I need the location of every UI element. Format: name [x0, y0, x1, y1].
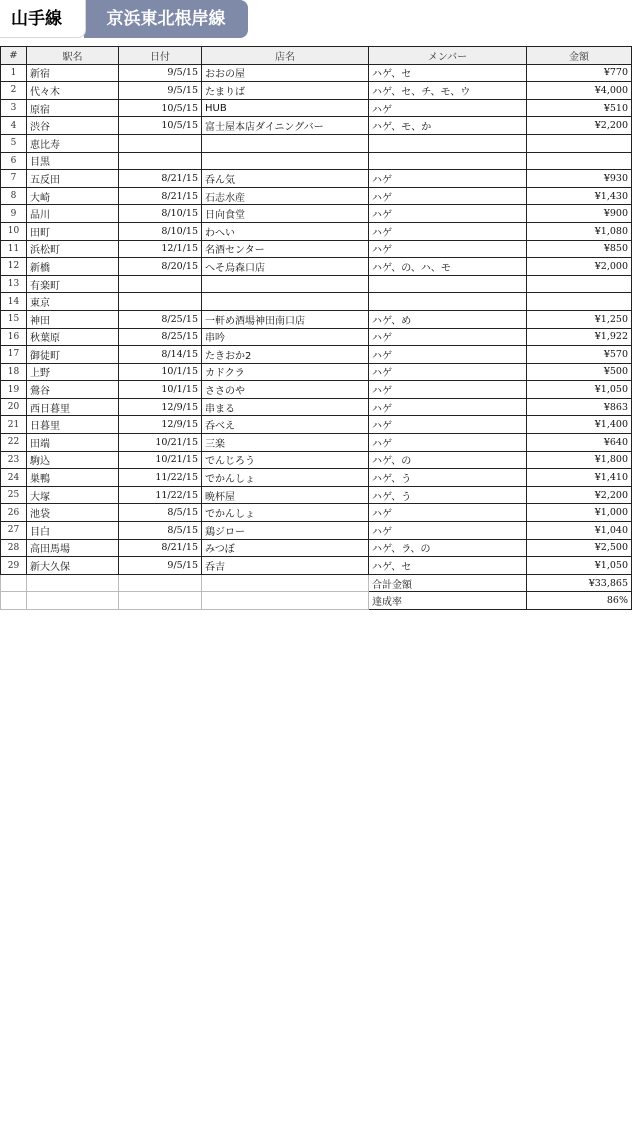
amount-cell[interactable]: ¥930 — [527, 170, 632, 188]
shop-cell[interactable]: カドクラ — [202, 363, 369, 381]
row-number-cell[interactable]: 23 — [1, 451, 27, 469]
table-row — [1, 99, 632, 117]
station-cell[interactable]: 新宿 — [27, 64, 119, 82]
shop-cell[interactable] — [202, 293, 369, 311]
station-cell[interactable]: 恵比寿 — [27, 134, 119, 152]
members-cell[interactable]: ハゲ — [369, 416, 527, 434]
row-number-cell[interactable]: 20 — [1, 398, 27, 416]
date-cell[interactable]: 12/1/15 — [119, 240, 202, 258]
date-cell[interactable]: 8/5/15 — [119, 522, 202, 540]
date-cell[interactable]: 9/5/15 — [119, 557, 202, 575]
date-cell[interactable]: 8/14/15 — [119, 346, 202, 364]
members-cell[interactable]: ハゲ — [369, 363, 527, 381]
station-cell[interactable]: 神田 — [27, 310, 119, 328]
tab-yamanote[interactable]: 山手線 — [0, 0, 86, 38]
members-cell[interactable]: ハゲ、セ、チ、モ、ウ — [369, 82, 527, 100]
row-number-cell[interactable]: 10 — [1, 222, 27, 240]
row-number-cell[interactable]: 22 — [1, 434, 27, 452]
row-number-cell[interactable]: 18 — [1, 363, 27, 381]
date-cell[interactable]: 10/21/15 — [119, 434, 202, 452]
amount-cell[interactable]: ¥510 — [527, 99, 632, 117]
table-row — [1, 64, 632, 82]
row-number-cell[interactable]: 5 — [1, 134, 27, 152]
amount-cell[interactable]: ¥1,050 — [527, 557, 632, 575]
date-cell[interactable]: 11/22/15 — [119, 469, 202, 487]
table-row — [1, 398, 632, 416]
members-cell[interactable] — [369, 293, 527, 311]
row-number-cell[interactable]: 16 — [1, 328, 27, 346]
shop-cell[interactable]: 石志水産 — [202, 187, 369, 205]
shop-cell[interactable]: たまりば — [202, 82, 369, 100]
tab-keihin-tohoku[interactable]: 京浜東北根岸線 — [84, 0, 248, 38]
amount-cell[interactable]: ¥1,400 — [527, 416, 632, 434]
table-row — [1, 117, 632, 135]
date-cell[interactable]: 8/25/15 — [119, 328, 202, 346]
members-cell[interactable]: ハゲ、の、ハ、モ — [369, 258, 527, 276]
amount-cell[interactable]: ¥1,250 — [527, 310, 632, 328]
row-number-cell[interactable]: 2 — [1, 82, 27, 100]
amount-cell[interactable] — [527, 293, 632, 311]
station-cell[interactable]: 巣鴨 — [27, 469, 119, 487]
row-number-cell[interactable]: 14 — [1, 293, 27, 311]
total-label-cell[interactable]: 合計金額 — [369, 574, 527, 592]
table-cell[interactable] — [27, 592, 119, 610]
header-index: # — [1, 47, 27, 65]
amount-cell[interactable]: ¥1,040 — [527, 522, 632, 540]
shop-cell[interactable] — [202, 152, 369, 170]
amount-cell[interactable]: ¥770 — [527, 64, 632, 82]
table-row — [1, 240, 632, 258]
summary-row-achievement — [1, 592, 632, 610]
shop-cell[interactable]: 富士屋本店ダイニングバー — [202, 117, 369, 135]
shop-cell[interactable]: 名酒センター — [202, 240, 369, 258]
shop-cell[interactable] — [202, 134, 369, 152]
date-cell[interactable]: 8/5/15 — [119, 504, 202, 522]
members-cell[interactable]: ハゲ、う — [369, 469, 527, 487]
row-number-cell[interactable]: 27 — [1, 522, 27, 540]
row-number-cell[interactable]: 11 — [1, 240, 27, 258]
spreadsheet-table — [0, 46, 632, 610]
shop-cell[interactable]: 晩杯屋 — [202, 486, 369, 504]
summary-row-total — [1, 574, 632, 592]
station-cell[interactable]: 新大久保 — [27, 557, 119, 575]
table-row — [1, 363, 632, 381]
station-cell[interactable]: 有楽町 — [27, 275, 119, 293]
table-row — [1, 451, 632, 469]
table-row — [1, 522, 632, 540]
station-cell[interactable]: 田端 — [27, 434, 119, 452]
amount-cell[interactable]: ¥640 — [527, 434, 632, 452]
date-cell[interactable]: 10/5/15 — [119, 117, 202, 135]
total-value-cell[interactable]: ¥33,865 — [527, 574, 632, 592]
amount-cell[interactable]: ¥900 — [527, 205, 632, 223]
shop-cell[interactable]: 日向食堂 — [202, 205, 369, 223]
members-cell[interactable]: ハゲ — [369, 381, 527, 399]
members-cell[interactable]: ハゲ、ラ、の — [369, 539, 527, 557]
amount-cell[interactable]: ¥2,200 — [527, 486, 632, 504]
shop-cell[interactable] — [202, 275, 369, 293]
table-row — [1, 504, 632, 522]
amount-cell[interactable]: ¥1,430 — [527, 187, 632, 205]
table-row — [1, 328, 632, 346]
station-cell[interactable]: 駒込 — [27, 451, 119, 469]
table-row — [1, 82, 632, 100]
date-cell[interactable]: 8/10/15 — [119, 205, 202, 223]
header-station: 駅名 — [27, 47, 119, 65]
amount-cell[interactable]: ¥570 — [527, 346, 632, 364]
row-number-cell[interactable]: 3 — [1, 99, 27, 117]
header-date: 日付 — [119, 47, 202, 65]
header-members: メンバー — [369, 47, 527, 65]
date-cell[interactable]: 10/1/15 — [119, 381, 202, 399]
header-amount: 金額 — [527, 47, 632, 65]
table-row — [1, 187, 632, 205]
table-row — [1, 293, 632, 311]
date-cell[interactable]: 10/5/15 — [119, 99, 202, 117]
table-row — [1, 310, 632, 328]
date-cell[interactable]: 9/5/15 — [119, 64, 202, 82]
table-body — [1, 64, 632, 574]
table-row — [1, 170, 632, 188]
shop-cell[interactable]: 呑ん気 — [202, 170, 369, 188]
shop-cell[interactable]: 呑べえ — [202, 416, 369, 434]
amount-cell[interactable]: ¥1,922 — [527, 328, 632, 346]
row-number-cell[interactable]: 24 — [1, 469, 27, 487]
table-row — [1, 469, 632, 487]
table-row — [1, 381, 632, 399]
members-cell[interactable] — [369, 275, 527, 293]
members-cell[interactable]: ハゲ — [369, 434, 527, 452]
station-cell[interactable]: 渋谷 — [27, 117, 119, 135]
date-cell[interactable]: 10/1/15 — [119, 363, 202, 381]
row-number-cell[interactable]: 29 — [1, 557, 27, 575]
table-row — [1, 346, 632, 364]
station-cell[interactable]: 目白 — [27, 522, 119, 540]
row-number-cell[interactable]: 4 — [1, 117, 27, 135]
station-cell[interactable]: 品川 — [27, 205, 119, 223]
shop-cell[interactable]: 串吟 — [202, 328, 369, 346]
table-row — [1, 222, 632, 240]
row-number-cell[interactable]: 25 — [1, 486, 27, 504]
shop-cell[interactable]: でかんしょ — [202, 469, 369, 487]
header-shop: 店名 — [202, 47, 369, 65]
station-cell[interactable]: 秋葉原 — [27, 328, 119, 346]
shop-cell[interactable]: HUB — [202, 99, 369, 117]
row-number-cell[interactable]: 12 — [1, 258, 27, 276]
station-cell[interactable]: 西日暮里 — [27, 398, 119, 416]
achievement-label-cell[interactable]: 達成率 — [369, 592, 527, 610]
shop-cell[interactable]: 鶏ジロー — [202, 522, 369, 540]
station-cell[interactable]: 東京 — [27, 293, 119, 311]
station-cell[interactable]: 御徒町 — [27, 346, 119, 364]
amount-cell[interactable] — [527, 152, 632, 170]
header-row — [1, 47, 632, 65]
station-cell[interactable]: 池袋 — [27, 504, 119, 522]
table-cell[interactable] — [119, 592, 202, 610]
amount-cell[interactable]: ¥2,200 — [527, 117, 632, 135]
members-cell[interactable]: ハゲ、セ — [369, 64, 527, 82]
amount-cell[interactable]: ¥1,800 — [527, 451, 632, 469]
date-cell[interactable]: 10/21/15 — [119, 451, 202, 469]
date-cell[interactable]: 8/21/15 — [119, 539, 202, 557]
amount-cell[interactable]: ¥863 — [527, 398, 632, 416]
table-row — [1, 152, 632, 170]
table-row — [1, 557, 632, 575]
members-cell[interactable]: ハゲ、う — [369, 486, 527, 504]
date-cell[interactable]: 12/9/15 — [119, 398, 202, 416]
amount-cell[interactable] — [527, 134, 632, 152]
date-cell[interactable]: 8/21/15 — [119, 187, 202, 205]
shop-cell[interactable]: 呑吉 — [202, 557, 369, 575]
members-cell[interactable]: ハゲ — [369, 205, 527, 223]
table-row — [1, 205, 632, 223]
date-cell[interactable] — [119, 275, 202, 293]
members-cell[interactable]: ハゲ — [369, 170, 527, 188]
station-cell[interactable]: 上野 — [27, 363, 119, 381]
amount-cell[interactable]: ¥4,000 — [527, 82, 632, 100]
station-cell[interactable]: 浜松町 — [27, 240, 119, 258]
station-cell[interactable]: 日暮里 — [27, 416, 119, 434]
station-cell[interactable]: 大崎 — [27, 187, 119, 205]
amount-cell[interactable]: ¥1,080 — [527, 222, 632, 240]
members-cell[interactable]: ハゲ、の — [369, 451, 527, 469]
table-cell[interactable] — [119, 574, 202, 592]
shop-cell[interactable]: へそ烏森口店 — [202, 258, 369, 276]
row-number-cell[interactable]: 7 — [1, 170, 27, 188]
members-cell[interactable] — [369, 152, 527, 170]
row-number-cell[interactable]: 21 — [1, 416, 27, 434]
amount-cell[interactable]: ¥2,500 — [527, 539, 632, 557]
shop-cell[interactable]: みつぼ — [202, 539, 369, 557]
station-cell[interactable]: 高田馬場 — [27, 539, 119, 557]
amount-cell[interactable]: ¥1,410 — [527, 469, 632, 487]
station-cell[interactable]: 代々木 — [27, 82, 119, 100]
table-row — [1, 434, 632, 452]
station-cell[interactable]: 五反田 — [27, 170, 119, 188]
members-cell[interactable]: ハゲ — [369, 398, 527, 416]
table-cell[interactable] — [202, 574, 369, 592]
table-row — [1, 486, 632, 504]
shop-cell[interactable]: 一軒め酒場神田南口店 — [202, 310, 369, 328]
amount-cell[interactable]: ¥850 — [527, 240, 632, 258]
members-cell[interactable]: ハゲ — [369, 99, 527, 117]
date-cell[interactable]: 9/5/15 — [119, 82, 202, 100]
members-cell[interactable]: ハゲ — [369, 328, 527, 346]
station-cell[interactable]: 原宿 — [27, 99, 119, 117]
table-row — [1, 539, 632, 557]
members-cell[interactable] — [369, 134, 527, 152]
row-number-cell[interactable]: 17 — [1, 346, 27, 364]
row-number-cell[interactable]: 1 — [1, 64, 27, 82]
shop-cell[interactable]: わへい — [202, 222, 369, 240]
shop-cell[interactable]: でかんしょ — [202, 504, 369, 522]
table-cell[interactable] — [1, 592, 27, 610]
members-cell[interactable]: ハゲ、セ — [369, 557, 527, 575]
table-row — [1, 275, 632, 293]
members-cell[interactable]: ハゲ、め — [369, 310, 527, 328]
row-number-cell[interactable]: 9 — [1, 205, 27, 223]
station-cell[interactable]: 大塚 — [27, 486, 119, 504]
members-cell[interactable]: ハゲ — [369, 187, 527, 205]
amount-cell[interactable]: ¥500 — [527, 363, 632, 381]
row-number-cell[interactable]: 19 — [1, 381, 27, 399]
shop-cell[interactable]: 三楽 — [202, 434, 369, 452]
members-cell[interactable]: ハゲ、モ、か — [369, 117, 527, 135]
members-cell[interactable]: ハゲ — [369, 522, 527, 540]
date-cell[interactable] — [119, 152, 202, 170]
members-cell[interactable]: ハゲ — [369, 240, 527, 258]
table-cell[interactable] — [202, 592, 369, 610]
row-number-cell[interactable]: 15 — [1, 310, 27, 328]
table-row — [1, 134, 632, 152]
date-cell[interactable]: 11/22/15 — [119, 486, 202, 504]
table-row — [1, 258, 632, 276]
date-cell[interactable] — [119, 134, 202, 152]
date-cell[interactable]: 12/9/15 — [119, 416, 202, 434]
summary-section — [1, 574, 632, 609]
date-cell[interactable]: 8/25/15 — [119, 310, 202, 328]
station-cell[interactable]: 田町 — [27, 222, 119, 240]
shop-cell[interactable]: おおの屋 — [202, 64, 369, 82]
station-cell[interactable]: 目黒 — [27, 152, 119, 170]
shop-cell[interactable]: 串まる — [202, 398, 369, 416]
date-cell[interactable]: 8/10/15 — [119, 222, 202, 240]
amount-cell[interactable]: ¥1,000 — [527, 504, 632, 522]
date-cell[interactable]: 8/20/15 — [119, 258, 202, 276]
members-cell[interactable]: ハゲ — [369, 346, 527, 364]
row-number-cell[interactable]: 26 — [1, 504, 27, 522]
amount-cell[interactable]: ¥1,050 — [527, 381, 632, 399]
members-cell[interactable]: ハゲ — [369, 504, 527, 522]
row-number-cell[interactable]: 8 — [1, 187, 27, 205]
amount-cell[interactable] — [527, 275, 632, 293]
achievement-value-cell[interactable]: 86% — [527, 592, 632, 610]
amount-cell[interactable]: ¥2,000 — [527, 258, 632, 276]
table-row — [1, 416, 632, 434]
station-cell[interactable]: 新橋 — [27, 258, 119, 276]
members-cell[interactable]: ハゲ — [369, 222, 527, 240]
row-number-cell[interactable]: 28 — [1, 539, 27, 557]
shop-cell[interactable]: ささのや — [202, 381, 369, 399]
row-number-cell[interactable]: 13 — [1, 275, 27, 293]
date-cell[interactable]: 8/21/15 — [119, 170, 202, 188]
shop-cell[interactable]: でんじろう — [202, 451, 369, 469]
table-cell[interactable] — [1, 574, 27, 592]
station-cell[interactable]: 鶯谷 — [27, 381, 119, 399]
date-cell[interactable] — [119, 293, 202, 311]
sheet-tabs — [0, 0, 640, 40]
table-cell[interactable] — [27, 574, 119, 592]
shop-cell[interactable]: たきおか2 — [202, 346, 369, 364]
row-number-cell[interactable]: 6 — [1, 152, 27, 170]
